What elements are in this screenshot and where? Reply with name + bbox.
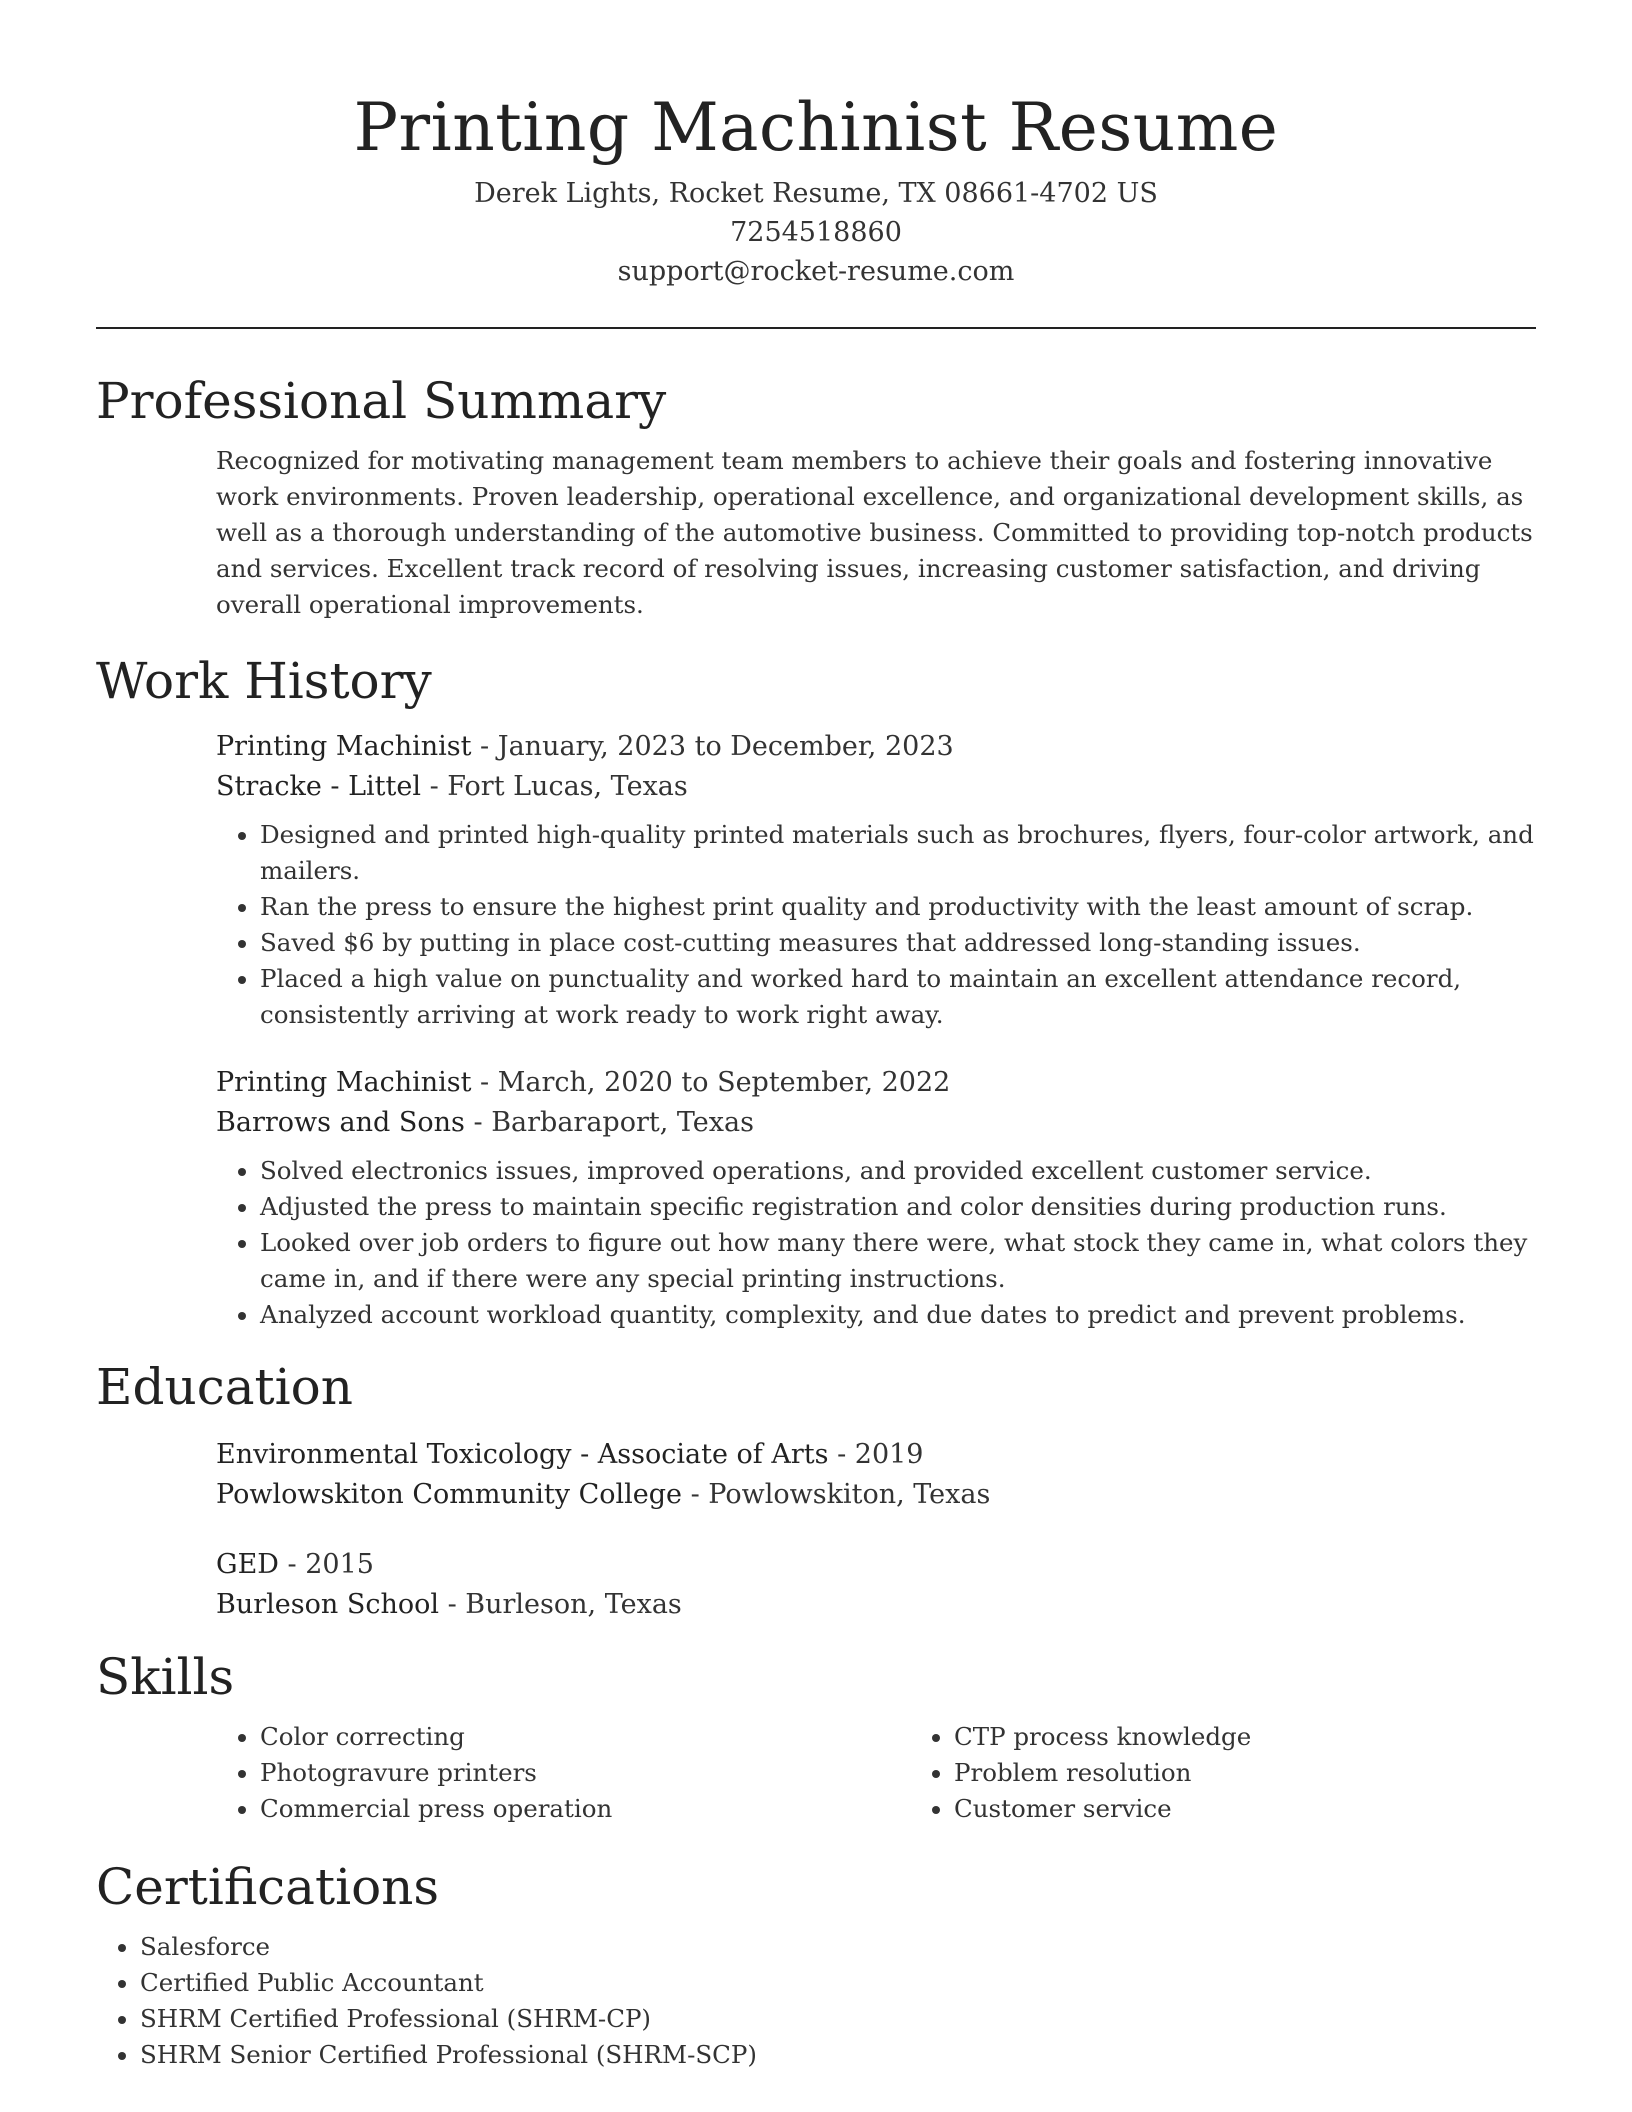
education-year: - 2015 — [278, 1549, 374, 1580]
certifications-list — [96, 1929, 1536, 2073]
education-location: - Powlowskiton, Texas — [682, 1479, 991, 1510]
skills-heading: Skills — [96, 1648, 235, 1706]
list-item: • Designed and printed high-quality printed materials such as brochures, flyers, four-color artwork, and mailers. — [260, 817, 1536, 889]
list-item: • Problem resolution — [954, 1755, 1604, 1791]
job-location: - Fort Lucas, Texas — [420, 771, 688, 802]
list-item: • Looked over job orders to figure out how many there were, what stock they came in, what colors they came in, and if there were any special printing instructions. — [260, 1225, 1536, 1297]
job-company-line — [216, 767, 1536, 807]
education-school: Burleson School — [216, 1589, 439, 1620]
list-item: • Commercial press operation — [260, 1791, 910, 1827]
education-year: - 2019 — [828, 1439, 924, 1470]
list-item: • Solved electronics issues, improved operations, and provided excellent customer service. — [260, 1153, 1536, 1189]
work-history-section — [96, 649, 1536, 1333]
contact-phone: 7254518860 — [730, 217, 902, 248]
list-item: • Placed a high value on punctuality and worked hard to maintain an excellent attendance record, consistently arriving at work ready to work right away. — [260, 961, 1536, 1033]
list-item: • SHRM Senior Certified Professional (SHRM-SCP) — [140, 2037, 1536, 2073]
education-heading: Education — [96, 1358, 353, 1416]
list-item: • Customer service — [954, 1791, 1604, 1827]
list-item: • Color correcting — [260, 1719, 910, 1755]
list-item: • Photogravure printers — [260, 1755, 910, 1791]
job-company: Barrows and Sons — [216, 1107, 465, 1138]
job-entry — [216, 1063, 1536, 1333]
education-degree: Environmental Toxicology - Associate of Arts — [216, 1439, 829, 1470]
list-item: • Salesforce — [140, 1929, 1536, 1965]
education-school-line — [216, 1585, 1536, 1625]
education-entry — [216, 1435, 1536, 1515]
job-title-line — [216, 727, 1536, 767]
list-item: • Analyzed account workload quantity, complexity, and due dates to predict and prevent problems. — [260, 1297, 1536, 1333]
education-location: - Burleson, Texas — [439, 1589, 682, 1620]
resume-page — [96, 0, 1536, 2073]
job-dates: - January, 2023 to December, 2023 — [471, 731, 954, 762]
skills-list-left — [216, 1719, 910, 1827]
job-title-line — [216, 1063, 1536, 1103]
contact-info — [96, 174, 1536, 291]
list-item: • Certified Public Accountant — [140, 1965, 1536, 2001]
list-item: • Saved $6 by putting in place cost-cutting measures that addressed long-standing issues. — [260, 925, 1536, 961]
contact-email: support@rocket-resume.com — [617, 256, 1015, 287]
skills-section — [96, 1645, 1536, 1827]
summary-text: Recognized for motivating management team members to achieve their goals and fostering innovative work environments. Proven leadership, operational excellence, and organizational development skills, as well as a thorough understanding of the automotive business. Committed to providing top-notch products and services. Excellent track record of resolving issues, increasing customer satisfaction, and driving overall operational improvements. — [216, 446, 1533, 619]
resume-title: Printing Machinist Resume — [353, 89, 1279, 166]
job-duties-list — [216, 1153, 1536, 1333]
job-entry — [216, 727, 1536, 1033]
job-location: - Barbaraport, Texas — [464, 1107, 754, 1138]
summary-heading: Professional Summary — [96, 372, 667, 430]
certifications-section — [96, 1855, 1536, 2073]
list-item: • Ran the press to ensure the highest print quality and productivity with the least amount of scrap. — [260, 889, 1536, 925]
education-school: Powlowskiton Community College — [216, 1479, 683, 1510]
education-section — [96, 1355, 1536, 1625]
job-company-line — [216, 1103, 1536, 1143]
job-dates: - March, 2020 to September, 2022 — [471, 1067, 951, 1098]
work-history-heading: Work History — [96, 652, 432, 710]
list-item: • Adjusted the press to maintain specific registration and color densities during production runs. — [260, 1189, 1536, 1225]
job-company: Stracke - Littel — [216, 771, 421, 802]
education-school-line — [216, 1475, 1536, 1515]
list-item: • SHRM Certified Professional (SHRM-CP) — [140, 2001, 1536, 2037]
skills-list-right — [910, 1719, 1604, 1827]
education-degree-line — [216, 1435, 1536, 1475]
job-title: Printing Machinist — [216, 1067, 472, 1098]
job-title: Printing Machinist — [216, 731, 472, 762]
summary-section — [96, 369, 1536, 623]
list-item: • CTP process knowledge — [954, 1719, 1604, 1755]
job-duties-list — [216, 817, 1536, 1033]
skills-columns — [216, 1709, 1536, 1827]
contact-address: Derek Lights, Rocket Resume, TX 08661-4702 US — [474, 178, 1158, 209]
education-degree: GED — [216, 1549, 279, 1580]
education-degree-line — [216, 1545, 1536, 1585]
resume-header — [96, 0, 1536, 291]
certifications-heading: Certifications — [96, 1858, 440, 1916]
header-divider — [96, 327, 1536, 329]
education-entry — [216, 1545, 1536, 1625]
